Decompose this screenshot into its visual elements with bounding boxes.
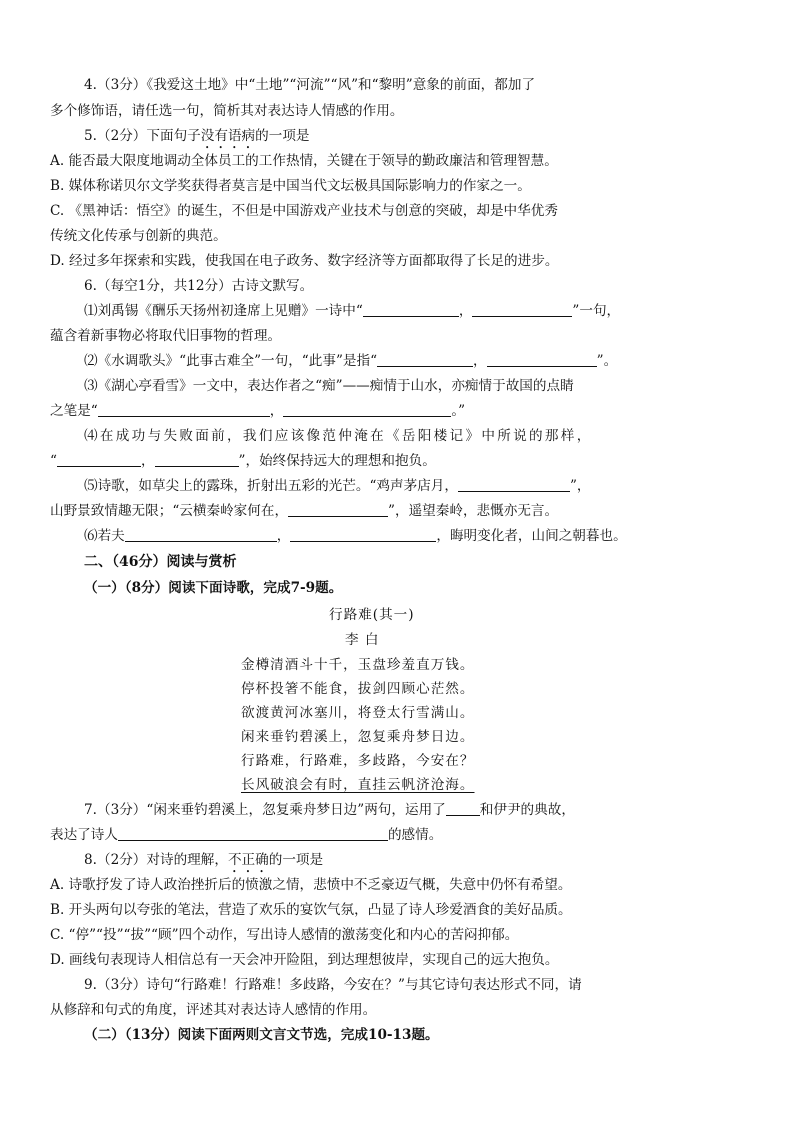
q6-s4-end: ”，始终保持远大的理想和抱负。 — [238, 453, 436, 469]
q6-s1-line-2: 蕴含着新事物必将取代旧事物的哲理。 — [50, 328, 282, 344]
q6-s6-comma: ， — [276, 528, 291, 544]
q5-option-c-line-2: 传统文化传承与创新的典范。 — [50, 228, 227, 244]
poem-line: 欲渡黄河冰塞川，将登太行雪满山。 — [241, 705, 475, 721]
q6-s1-text: ⑴刘禹锡《酬乐天扬州初逢席上见赠》一诗中“ — [84, 303, 363, 319]
q6-s3-line-2 — [50, 402, 465, 420]
q6-s6-end: ，晦明变化者，山间之朝暮也。 — [436, 528, 627, 544]
q5-stem-end: 的一项是 — [255, 128, 310, 144]
q8-option-c: C. “停”“投”“拔”“顾”四个动作，写出诗人感情的激荡变化和内心的苦闷抑郁。 — [50, 927, 519, 943]
answer-blank[interactable] — [290, 527, 436, 542]
poem-line: 行路难，行路难，多歧路，今安在？ — [241, 753, 475, 769]
q6-s4-open: “ — [50, 453, 57, 469]
q8-option-b: B. 开头两句以夸张的笔法，营造了欢乐的宴饮气氛，凸显了诗人珍爱酒食的美好品质。 — [50, 902, 572, 918]
q6-s4-line-2 — [50, 452, 436, 470]
q6-s3-comma: ， — [269, 403, 284, 419]
q6-s5-line-1 — [84, 477, 591, 495]
q5-option-a: A. 能否最大限度地调动全体员工的工作热情，关键在于领导的勤政廉洁和管理智慧。 — [50, 153, 558, 169]
q8-emphasis: 不正确 — [227, 852, 269, 868]
section-2-title: 二、（46分）阅读与赏析 — [84, 554, 237, 570]
q7-text-2: 和伊尹的典故， — [479, 802, 575, 818]
answer-blank[interactable] — [98, 402, 270, 417]
q5-stem-text: 5.（2分）下面句子 — [84, 128, 201, 144]
q6-s5-end: ”，遥望秦岭，悲慨亦无言。 — [388, 503, 559, 519]
q9-line-1: 9.（3分）诗句“行路难！行路难！多歧路，今安在？”与其它诗句表达形式不同，请 — [84, 977, 582, 993]
section-2-part-1-title: （一）（8分）阅读下面诗歌，完成7-9题。 — [84, 580, 343, 596]
q6-s1-end: ”一句， — [572, 303, 621, 319]
q6-s5-text-2: 山野景致情趣无限；“云横秦岭家何在， — [50, 503, 289, 519]
q7-text-3: 表达了诗人 — [50, 827, 118, 843]
q8-option-d: D. 画线句表现诗人相信总有一天会冲开险阻，到达理想彼岸，实现自己的远大抱负。 — [50, 952, 559, 968]
q6-s4-line-1: ⑷在成功与失败面前，我们应该像范仲淹在《岳阳楼记》中所说的那样， — [84, 428, 593, 444]
q4-line-2: 多个修饰语，请任选一句，简析其对表达诗人情感的作用。 — [50, 103, 404, 119]
poem-line-underlined: 长风破浪会有时，直挂云帆济沧海。 — [241, 777, 475, 793]
q8-stem-text: 8.（2分）对诗的理解， — [84, 852, 228, 868]
poem-title: 行路难(其一) — [329, 607, 415, 623]
answer-blank[interactable] — [446, 801, 480, 816]
q5-emphasis: 没有语病 — [200, 128, 256, 144]
q6-s1-comma: ， — [458, 303, 473, 319]
q5-option-b: B. 媒体称诺贝尔文学奖获得者莫言是中国当代文坛极具国际影响力的作家之一。 — [50, 178, 531, 194]
q6-s3-text: 之笔是“ — [50, 403, 98, 419]
q6-s6-text: ⑹若夫 — [84, 528, 125, 544]
q6-s5-text: ⑸诗歌，如草尖上的露珠，折射出五彩的光芒。“鸡声茅店月， — [84, 478, 458, 494]
q5-option-c-line-1: C. 《黑神话：悟空》的诞生，不但是中国游戏产业技术与创意的突破，却是中华优秀 — [50, 203, 558, 219]
answer-blank[interactable] — [118, 826, 388, 841]
q7-line-2 — [50, 826, 442, 844]
q7-line-1 — [84, 801, 575, 819]
answer-blank[interactable] — [288, 502, 388, 517]
q6-s2-comma: ， — [473, 353, 487, 369]
poem-author: 李 白 — [345, 632, 380, 648]
q6-s3-end: 。” — [451, 403, 466, 419]
poem-line: 停杯投箸不能食，拔剑四顾心茫然。 — [241, 681, 475, 697]
answer-blank[interactable] — [487, 352, 597, 367]
q6-s4-comma: ， — [140, 453, 155, 469]
q8-option-a: A. 诗歌抒发了诗人政治挫折后的愤激之情，悲愤中不乏豪迈气概，失意中仍怀有希望。 — [50, 877, 572, 893]
q6-s2-end: ”。 — [596, 353, 618, 369]
answer-blank[interactable] — [125, 527, 277, 542]
q7-text-4: 的感情。 — [387, 827, 443, 843]
q6-s2-text: ⑵《水调歌头》“此事古难全”一句，“此事”是指“ — [84, 353, 378, 369]
section-2-part-2-title: （二）（13分）阅读下面两则文言文节选，完成10-13题。 — [84, 1027, 439, 1043]
q6-s6 — [84, 527, 627, 545]
q5-stem — [84, 127, 310, 152]
answer-blank[interactable] — [155, 452, 239, 467]
q8-stem-end: 的一项是 — [268, 852, 324, 868]
q6-s3-line-1: ⑶《湖心亭看雪》一文中，表达作者之“痴”——痴情于山水，亦痴情于故国的点睛 — [84, 378, 574, 394]
answer-blank[interactable] — [363, 302, 459, 317]
q6-s1 — [84, 302, 620, 320]
q9-line-2: 从修辞和句式的角度，评述其对表达诗人感情的作用。 — [50, 1002, 377, 1018]
q6-s2 — [84, 352, 617, 370]
answer-blank[interactable] — [472, 302, 572, 317]
poem-line: 金樽清酒斗十千，玉盘珍羞直万钱。 — [241, 657, 475, 673]
q7-text: 7.（3分）“闲来垂钓碧溪上，忽复乘舟梦日边”两句，运用了 — [84, 802, 446, 818]
q6-s5-line-2 — [50, 502, 558, 520]
q5-option-d: D. 经过多年探索和实践，使我国在电子政务、数字经济等方面都取得了长足的进步。 — [50, 253, 559, 269]
poem-line: 闲来垂钓碧溪上，忽复乘舟梦日边。 — [241, 729, 475, 745]
q6-stem: 6.（每空1分，共12分）古诗文默写。 — [84, 278, 314, 294]
q4-line-1: 4.（3分）《我爱这土地》中“土地”“河流”“风”和“黎明”意象的前面，都加了 — [84, 77, 536, 93]
answer-blank[interactable] — [458, 477, 570, 492]
q6-s5-mid: ”， — [569, 478, 591, 494]
answer-blank[interactable] — [377, 352, 473, 367]
answer-blank[interactable] — [283, 402, 451, 417]
answer-blank[interactable] — [57, 452, 141, 467]
q8-stem — [84, 851, 323, 876]
